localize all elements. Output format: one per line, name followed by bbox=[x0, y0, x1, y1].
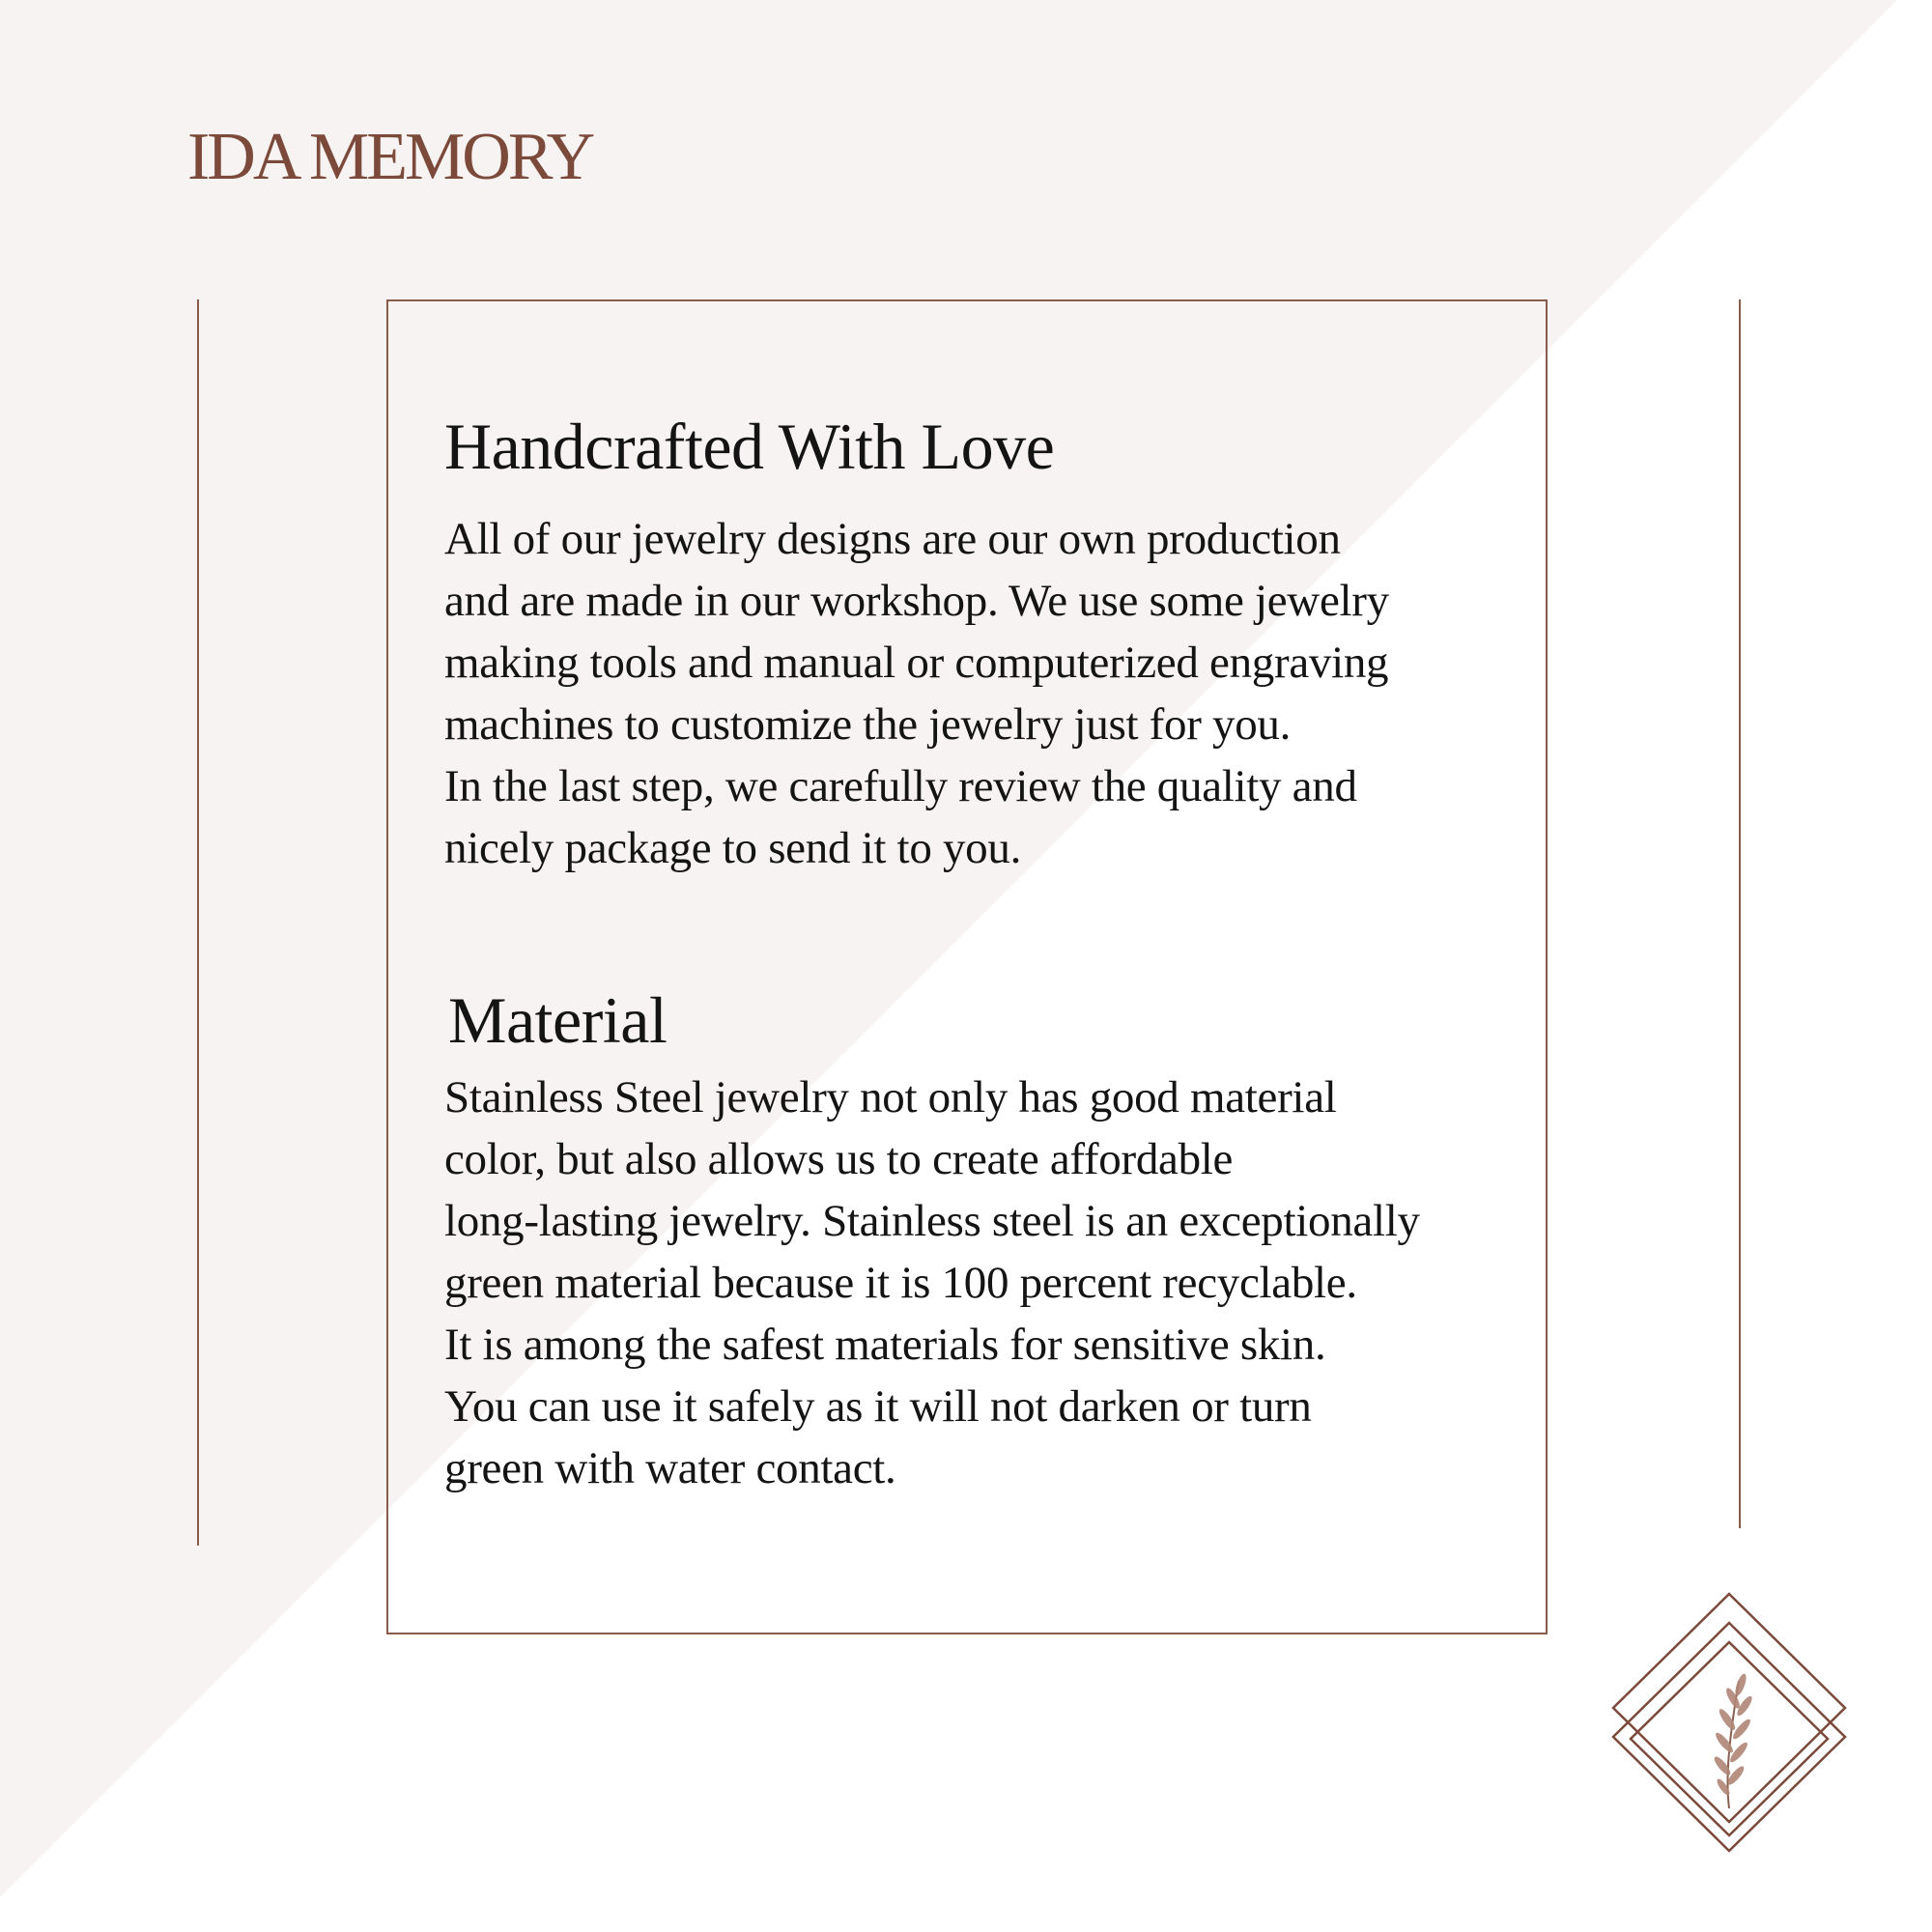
material-paragraph bbox=[444, 1066, 1420, 1499]
diamond-emblem bbox=[1604, 1584, 1855, 1893]
paragraph-line: making tools and manual or computerized engraving bbox=[444, 638, 1389, 688]
right-divider-line bbox=[1739, 299, 1741, 1528]
left-divider-line bbox=[197, 299, 199, 1546]
handcrafted-paragraph bbox=[444, 508, 1389, 879]
material-heading: Material bbox=[448, 983, 668, 1057]
handcrafted-heading: Handcrafted With Love bbox=[444, 410, 1055, 483]
paragraph-line: nicely package to send it to you. bbox=[444, 823, 1022, 873]
paragraph-line: In the last step, we carefully review the quality and bbox=[444, 761, 1357, 811]
paragraph-line: green with water contact. bbox=[444, 1443, 896, 1493]
brand-logo-text: IDA MEMORY bbox=[187, 120, 593, 194]
paragraph-line: green material because it is 100 percent recyclable. bbox=[444, 1258, 1357, 1308]
paragraph-line: and are made in our workshop. We use some jewelry bbox=[444, 576, 1389, 626]
leaf-branch-icon bbox=[1712, 1672, 1754, 1808]
paragraph-line: color, but also allows us to create affordable bbox=[444, 1134, 1234, 1184]
paragraph-line: machines to customize the jewelry just for you. bbox=[444, 699, 1292, 750]
paragraph-line: Stainless Steel jewelry not only has good material bbox=[444, 1072, 1337, 1122]
paragraph-line: You can use it safely as it will not darken or turn bbox=[444, 1381, 1312, 1432]
paragraph-line: It is among the safest materials for sensitive skin. bbox=[444, 1320, 1326, 1370]
paragraph-line: All of our jewelry designs are our own production bbox=[444, 514, 1341, 564]
paragraph-line: long-lasting jewelry. Stainless steel is an exceptionally bbox=[444, 1196, 1420, 1246]
